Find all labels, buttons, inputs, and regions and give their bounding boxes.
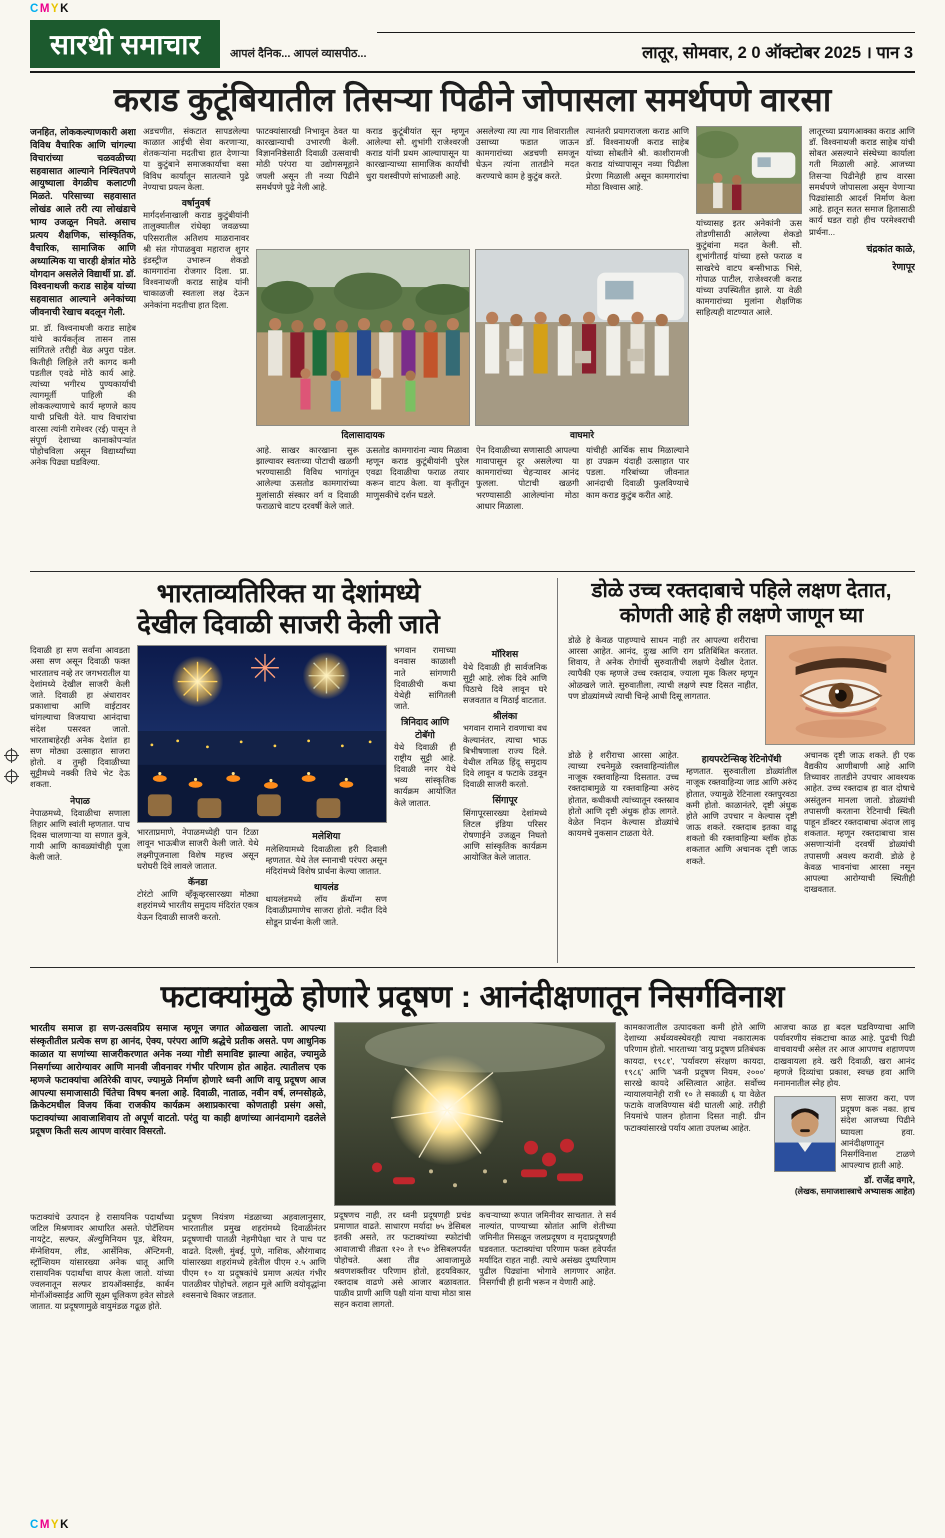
lead-bottom-col-2: ऊसतोड कामगारांना न्याय मिळावा म्हणून कराड कुटूंबीयांनी पुरेल एवढा दिवाळीचा फराळ तयार करून वाटप केला. या कृतीतून माणुसकीचे दर्शन घडले. bbox=[366, 444, 469, 500]
lead-story bbox=[30, 73, 915, 564]
group-photo-felicitation bbox=[256, 249, 470, 426]
pollution-col-C1: प्रदूषणच नाही, तर ध्वनी प्रदूषणही प्रचंड प्रमाणात वाढते. साधारण मर्यादा ७५ डेसिबल इतकी असते, तर फटाक्यांच्या स्फोटांची आवाजाची तीव्रता १२० ते १५० डेसिबलपर्यंत पोहोचते. अशा तीव्र आवाजामुळे श्रवणशक्तीवर परिणाम होतो, हृदयविकार, रक्तदाब वाढणे असे आजार बळावतात. पाळीव प्राणी आणि पक्षी यांना याचा मोठा त्रास सहन करावा लागतो. bbox=[334, 1210, 471, 1310]
bp-headline-line2: कोणती आहे ही लक्षणे जाणून घ्या bbox=[619, 603, 864, 627]
registration-mark-icon bbox=[4, 769, 19, 784]
group-photo-distribution bbox=[475, 249, 689, 426]
lead-paragraph: यांच्यासह इतर अनेकांनी ऊस तोडणीसाठी आलेल्या शेकडो कुटुंबांना मदत केली. सौ. शुभांगीताई यांच्या हस्ते फराळ व साखरेचे वाटप बन्सीभाऊ भिसे, गोपाळ पाटील, राजेश्वरजी कराड यांच्या उपस्थितीत झाले. या वेळी कामगारांच्या मुलांना शैक्षणिक साहित्यही वाटण्यात आले. bbox=[696, 217, 802, 318]
country-subhead-trinidad: त्रिनिदाद आणि टोबॅगो bbox=[400, 717, 450, 740]
cmyk-letter-y: Y bbox=[50, 1519, 61, 1531]
masthead bbox=[30, 20, 915, 73]
middle-section bbox=[30, 571, 915, 963]
diwali-column-1: दिवाळी हा सण सर्वांना आवडता असा सण असून दिवाळी फक्त भारतातच नव्हे तर जगभरातील या देशांमध्ये देखील साजरी केली जाते. दिवाळी हा अंधारावर प्रकाशाचा आणि वाईटावर चांगल्याचा विजयाचा आनंदाचा संदेश पसरवत जातो. भारताबाहेरही अनेक देशांत हा सण मोठ्या उत्साहात साजरा होतो. व तुम्ही दिवाळीच्या सुट्टीमध्ये नक्की तिथे भेट देऊ शकता. नेपाळ नेपाळमध्ये, दिवाळीचा सणाला तिहार आणि स्वांती म्हणतात. पाच दिवस चालणाऱ्या या सणात कुत्रे, गायी आणि कावळ्यांचीही पूजा केली जाते. bbox=[30, 645, 130, 863]
lead-bottom-col-1: आहे. साखर कारखाना सुरू झाल्यावर स्वतःच्या पोटाची खळगी भरण्यासाठी विविध भागांतून आलेल्या ऊसतोड कामगारांच्या मुलांसाठी संस्कार वर्ग व दिवाळी फराळाचे वाटप दरवर्षी केले जाते. bbox=[256, 444, 359, 511]
lead-top-col-1: फाटक्यांसारखी निभावून ठेवत या कारखान्याची उभारणी केली. विज्ञाननिष्ठेसाठी दिवाळी उत्सवाची मोठी परंपरा या उद्योगसमूहाने जपली असून ती नव्या पिढीने समर्थपणे पुढे नेली आहे. bbox=[256, 125, 359, 192]
bp-headline-line1: डोळे उच्च रक्तदाबाचे पहिले लक्षण देतात, bbox=[591, 578, 892, 602]
lead-photo-left-block bbox=[256, 249, 470, 441]
author-note: (लेखक, समाजशास्त्राचे अभ्यासक आहेत) bbox=[794, 1187, 915, 1197]
country-subhead-thailand: थायलंड bbox=[313, 882, 339, 893]
dateline: लातूर, सोमवार, 2 0 ऑक्टोबर 2025 । पान 3 bbox=[377, 32, 915, 68]
pollution-col-C2: कचऱ्याच्या रूपात जमिनीवर साचतात. ते सर्व नाल्यांत, पाण्याच्या स्रोतांत आणि शेतीच्या जमिनीत मिसळून जलप्रदूषण व मृदाप्रदूषणही घडवतात. फटाक्यांचा परिणाम फक्त हवेपर्यंत मर्यादित राहत नाही. त्याचे असंख्य दुष्परिणाम पुढील पिढ्यांना भोगावे लागणार आहेत. निसर्गाची ही हानी भरून न येणारी आहे. bbox=[479, 1210, 616, 1288]
diwali-under-col-2: मलेशिया मलेशियामध्ये दिवाळीला हरी दिवाली म्हणतात. येथे तेल स्नानाची परंपरा असून मंदिरांमध्ये विशेष प्रार्थना केल्या जातात. थायलंड थायलंडमध्ये लॉय क्रॅथॉन्ग सण दिवाळीप्रमाणेच साजरा होतो. नदीत दिवे सोडून प्रार्थना केली जाते. bbox=[265, 831, 387, 927]
bp-column-3: हायपरटेन्सिव्ह रेटिनोपॅथी म्हणतात. सुरुवातीला डोळ्यांतील नाजूक रक्तवाहिन्या जाड आणि अरुंद होतात, ज्यामुळे रेटिनाला रक्तपुरवठा कमी होतो. काळानंतरे, दृष्टी अंधुक होते आणि उपचार न केल्यास दृष्टी जाऊ शकते. रक्तदाब इतका वाढू शकतो की रक्तवाहिन्या ब्लॉक होऊ शकतात आणि अचानक दृष्टी जाऊ शकते. bbox=[686, 753, 797, 866]
eye-closeup-photo bbox=[765, 635, 915, 745]
author-portrait bbox=[774, 1096, 836, 1172]
country-subhead-mauritius: मॉरिशस bbox=[491, 649, 519, 660]
cmyk-letter-y: Y bbox=[50, 3, 61, 15]
cmyk-letter-m: M bbox=[39, 1519, 51, 1531]
lead-top-col-2: कराड कुटूंबीयांत सून म्हणून आलेल्या सौ. शुभांगी राजेश्वरजी कराड यांनी प्रथम आल्यापासून या कारखान्याच्या सामाजिक कार्यांची धुरा यशस्वीपणे सांभाळली आहे. bbox=[366, 125, 469, 181]
country-subhead-malaysia: मलेशिया bbox=[312, 831, 341, 842]
cmyk-letter-k: K bbox=[60, 3, 70, 15]
lead-paragraph: लातूरच्या प्रयागआक्का कराड आणि डॉ. विश्वनाथजी कराड साहेब यांची सोबत असल्याने संस्थेच्या कार्याला गती मिळाली आहे. आजच्या तिसऱ्या पिढीनेही हाच वारसा समर्थपणे जोपासला असून येणाऱ्या पिढ्यांसाठी आदर्श निर्माण केला आहे. हातून सतत समाज हितासाठी कार्य घडत राहो हीच परमेश्वराची प्रार्थना... bbox=[809, 125, 915, 237]
diwali-celebration-photo bbox=[137, 645, 387, 823]
pollution-headline: फटाक्यांमुळे होणारे प्रदूषण : आनंदीक्षणातून निसर्गविनाश bbox=[160, 978, 785, 1014]
lead-column-1 bbox=[30, 126, 136, 564]
pollution-intro: भारतीय समाज हा सण-उत्सवप्रिय समाज म्हणून जगात ओळखला जातो. आपल्या संस्कृतीतील प्रत्येक सण हा आनंद, ऐक्य, परंपरा आणि श्रद्धेचे प्रतीक असते. पण आधुनिक काळात या सणांच्या साजरीकरणात अनेक नव्या गोष्टी समाविष्ट झाल्या आहेत, ज्यामुळे निसर्गाच्या आरोग्यावर आणि मानवी जीवनावर गंभीर परिणाम होत आहेत. त्यातीलच एक म्हणजे फटाक्यांचा अतिरेकी वापर, ज्यामुळे निर्माण होणारे ध्वनी आणि वायू प्रदूषण आज आपल्या समाजासाठी चिंतेचा विषय बनला आहे. दिवाळी, नाताळ, नवीन वर्ष, लग्नसोहळे, क्रिकेटमधील विजय किंवा राजकीय कार्यक्रम अशाप्रकारचा कोणताही प्रसंग असो, फटाक्यांच्या आवाजाशिवाय तो अपूर्ण वाटतो. परंतु या काही क्षणांच्या आनंदामागे दडलेले प्रदूषण किती सत्य आपण वारंवार विसरतो. bbox=[30, 1023, 326, 1137]
lead-bottom-col-3: ऐन दिवाळीच्या सणासाठी आपल्या गावापासून दूर असलेल्या या कामगारांच्या चेहऱ्यावर आनंद फुलला. पोटाची खळगी भरण्यासाठी आलेल्यांना मोठा आधार मिळाला. bbox=[476, 444, 579, 511]
cmyk-letter-m: M bbox=[39, 3, 51, 15]
country-subhead-canada: कॅनडा bbox=[188, 876, 208, 887]
registration-marks bbox=[4, 748, 22, 790]
firecracker-burst-photo bbox=[334, 1022, 616, 1206]
pollution-col-L1: फटाक्यांचे उत्पादन हे रासायनिक पदार्थांच्या जटिल मिश्रणावर आधारित असते. पोटॅशियम नायट्रेट, सल्फर, ॲल्युमिनियम पूड, बेरियम, मॅग्नेशियम, लीड, आर्सेनिक, ॲन्टिमनी, स्ट्रॉन्शियम यांसारख्या अनेक धातू आणि रासायनिक पदार्थांचा वापर केला जातो. यांच्या ज्वलनातून सल्फर डायऑक्साईड, कार्बन मोनॉऑक्साईड आणि सूक्ष्म धूलिकण हवेत सोडले जातात. या प्रदूषणामुळे वायुमंडळ गढूळ होते. bbox=[30, 1212, 174, 1312]
diwali-under-col-1: भारताप्रमाणे, नेपाळमध्येही पान टिळा लावून भाऊबीज साजरी केली जाते. येथे लक्ष्मीपूजनाला विशेष महत्त्व असून घरोघरी दिवे लावले जातात. कॅनडा टोरंटो आणि व्हँकूव्हरसारख्या मोठ्या शहरांमध्ये भारतीय समुदाय मंदिरांत एकत्र येऊन दिवाळी साजरी करतो. bbox=[137, 827, 259, 922]
field-photo bbox=[696, 126, 802, 214]
pollution-col-R1: कामकाजातील उत्पादकता कमी होते आणि देशाच्या अर्थव्यवस्थेवरही त्याचा नकारात्मक परिणाम होतो. भारताच्या 'वायु प्रदूषण प्रतिबंधक कायदा, १९८१', 'पर्यावरण संरक्षण कायदा, १९८६' आणि 'ध्वनी प्रदूषण नियम, २०००' सारखे कायदे अस्तित्वात आहेत. सर्वोच्च न्यायालयानेही रात्री १० ते सकाळी ६ या वेळेत फटाके वाजविण्यास बंदी घातली आहे. तरीही नियमांचे पालन होताना दिसत नाही. ग्रीन फटाक्यांसारखे पर्याय आता उपलब्ध आहेत. bbox=[624, 1022, 766, 1133]
country-subhead-singapore: सिंगापूर bbox=[492, 795, 518, 806]
lead-subhead: वर्षानुवर्ष bbox=[181, 197, 211, 208]
country-subhead-nepal: नेपाळ bbox=[70, 795, 90, 806]
lead-paragraph: मार्गदर्शनाखाली कराड कुटुंबीयांनी तालुक्यातील रांधेव्हा जवळच्या परिसरातील अतिशय माळरानावर श्री संत गोपाळबुवा महाराज शुगर इंडस्ट्रीज उभारून शेकडो कामगारांना रोजगार दिला. प्रा. विश्वनाथजी कराड साहेब यांनी चाकाळजी स्वतःला लक्ष देऊन अनेकांना मदतीचा हात दिला. bbox=[143, 210, 249, 310]
pollution-col-L2: प्रदूषण नियंत्रण मंडळाच्या अहवालानुसार, भारतातील प्रमुख शहरांमध्ये दिवाळीनंतर प्रदूषणाची पातळी नेहमीपेक्षा चार ते पाच पट वाढते. दिल्ली, मुंबई, पुणे, नाशिक, औरंगाबाद यांसारख्या शहरांमध्ये हवेतील पीएम २.५ आणि पीएम १० या प्रदूषकांचे प्रमाण अत्यंत गंभीर पातळीवर पोहोचते. लहान मुले आणि वयोवृद्धांना श्वसनाचे विकार जडतात. bbox=[182, 1212, 326, 1301]
registration-mark-icon bbox=[4, 748, 19, 763]
bp-column-1: डोळे हे केवळ पाहण्याचे साधन नाही तर आपल्या शरीराचा आरसा आहेत. आनंद, दुःख आणि राग प्रतिबिंबित करतात. शिवाय, ते अनेक रोगांची सुरुवातीची लक्षणे देखील देतात. त्यापैकी एक म्हणजे उच्च रक्तदाब, ज्याला मूक किलर म्हणून ओळखले जाते. सुरुवातीला, त्याची लक्षणे स्पष्ट दिसत नाहीत, पण डोळ्यांमध्ये त्याची चिन्हे आधी दिसू लागतात. bbox=[568, 634, 758, 701]
lead-top-col-4: त्यानंतरी प्रयागराजला कराड आणि डॉ. विश्वनाथजी कराड साहेब यांच्या सोबतीने श्री. काशीरामजी कराड यांच्यापासून नव्या पिढीला प्रेरणा मिळाली असून कामगारांचा मोठा विश्वास आहे. bbox=[586, 125, 689, 192]
lead-paragraph: अडचणीत, संकटात सापडलेल्या काळात आईची सेवा करणाऱ्या, शेतकऱ्यांना मदतीचा हात देणाऱ्या या कुटुंबाने समाजकार्याचा वसा विविध कार्यांतून सातत्याने पुढे नेण्याचा प्रयत्न केला. bbox=[143, 125, 249, 192]
diwali-headline-line2: देखील दिवाळी साजरी केली जाते bbox=[137, 608, 440, 639]
bp-column-4: अचानक दृष्टी जाऊ शकते. ही एक वैद्यकीय आणीबाणी आहे आणि तिच्यावर तातडीने उपचार आवश्यक आहेत. उच्च रक्तदाब हा वात दोषाचे असंतुलन मानला जातो. डोळ्यांची तपासणी करताना रेटिनाची स्थिती पाहून डॉक्टर रक्तदाबाचा अंदाज लावू शकतात. म्हणून रक्तदाबाचा त्रास असणाऱ्यांनी दरवर्षी डोळ्यांची तपासणी अवश्य करावी. डोळे हे केवळ भावनांचा आरसा नसून आपल्या आरोग्याची स्थितीही दाखवतात. bbox=[804, 749, 915, 895]
photo-caption: दिलासादायक bbox=[341, 429, 385, 440]
diwali-column-3: भगवान रामाच्या वनवास काळाशी नाते सांगणारी दिवाळीची कथा येथेही सांगितली जाते. त्रिनिदाद आणि टोबॅगो येथे दिवाळी ही राष्ट्रीय सुट्टी आहे. दिवाळी नगर येथे भव्य सांस्कृतिक कार्यक्रम आयोजित केले जातात. bbox=[394, 645, 456, 808]
cmyk-mark-bottom bbox=[30, 1519, 70, 1534]
lead-intro: जनहित, लोककल्याणकारी अशा विविध वैचारिक आणि चांगल्या विचारांच्या चळवळीच्या सहवासात आल्याने निश्चितपणे आयुष्याला वेगळीच कलाटणी मिळते. परिसाच्या सहवासात लोखंड आले तरी त्या लोखंडाचे भाग्य उजळून निघते. असाच प्रत्यय शैक्षणिक, सांस्कृतिक, वैचारिक, सामाजिक आणि अध्यात्मिक या चारही क्षेत्रांत मोठे योगदान असलेले विद्यार्थी प्रा. डॉ. विश्वनाथजी कराड साहेब यांच्या सहवासात आल्याने अनेकांच्या जीवनाची रेखाच बदलून गेली. bbox=[30, 126, 136, 318]
blood-pressure-eyes-story bbox=[557, 578, 915, 963]
photo-caption: वाघमारे bbox=[569, 429, 595, 440]
lead-paragraph: प्रा. डॉ. विश्वनाथजी कराड साहेब यांचे कार्यकर्तृत्व तासन तास सांगितले तरीही वेळ अपुरा पडेल. कितीही लिहिले तरी कागद कमी पडतील एवढे मोठे कार्य आहे. त्यांच्या भगीरथ पुण्यकार्याची त्यागमूर्ती पाहिली की लोककल्याणाचे कार्य म्हणजे काय याची प्रचिती येते. याच विचारांचा वारसा त्यांनी रामेश्वर (रई) पासून ते संपूर्ण देशाच्या कानाकोपऱ्यांत पोहोचविला असून विद्यार्थ्यांच्या अनेक पिढ्या घडविल्या. bbox=[30, 323, 136, 468]
newspaper-tagline: आपलं दैनिक... आपलं व्यासपीठ... bbox=[229, 48, 367, 60]
cmyk-letter-c: C bbox=[30, 1519, 40, 1531]
author-name: डॉ. राजेंद्र वगारे, bbox=[864, 1175, 915, 1186]
byline-name: चंद्रकांत काळे, bbox=[866, 243, 915, 255]
lead-top-col-3: असलेल्या त्या त्या गाव शिवारातील उसाच्या फडात जाऊन कामगारांच्या अडचणी समजून घेऊन त्यांना तातडीने मदत करण्याचे काम हे कुटुंब करते. bbox=[476, 125, 579, 181]
lead-column-2 bbox=[143, 126, 249, 564]
byline-place: रेणापूर bbox=[892, 262, 915, 274]
newspaper-title: सारथी समाचार bbox=[30, 20, 220, 68]
pollution-col-R2: आजचा काळ हा बदल घडविण्याचा आणि पर्यावरणीय संकटाचा काळ आहे. पुढची पिढी वाचवायची असेल तर आज आपणच शहाणपण दाखवायला हवे. खरी दिवाळी, खरा आनंद म्हणजे दिव्यांचा प्रकाश, स्वच्छ हवा आणि मनामनातील स्नेह होय. सण साजरा करा, पण प्रदूषण करू नका. हाच संदेश आजच्या पिढीने घ्यायला हवा. आनंदीक्षणातून निसर्गविनाश टाळणे आपल्याच हाती आहे. डॉ. राजेंद्र वगारे, (लेखक, समाजशास्त्राचे अभ्यासक आहेत) bbox=[773, 1022, 915, 1197]
diwali-headline-line1: भारताव्यतिरिक्त या देशांमध्ये bbox=[156, 577, 421, 608]
diwali-abroad-story bbox=[30, 578, 557, 963]
lead-column-8 bbox=[809, 126, 915, 564]
lead-bottom-col-4: यांचीही आर्थिक साथ मिळाल्याने हा उपक्रम यंदाही उत्साहात पार पडला. गरिबांच्या जीवनात आनंदाची दिवाळी फुलविण्याचे काम कराड कुटुंब करीत आहे. bbox=[586, 444, 689, 500]
firecracker-pollution-story bbox=[30, 967, 915, 1490]
cmyk-letter-c: C bbox=[30, 3, 40, 15]
cmyk-mark-top bbox=[30, 3, 915, 18]
cmyk-letter-k: K bbox=[60, 1519, 70, 1531]
lead-column-7 bbox=[696, 126, 802, 564]
lead-photo-right-block bbox=[475, 249, 689, 441]
country-subhead-srilanka: श्रीलंका bbox=[492, 711, 518, 722]
lead-headline: कराड कुटूंबियातील तिसऱ्या पिढीने जोपासला समर्थपणे वारसा bbox=[113, 81, 832, 118]
bp-column-2: डोळे हे शरीराचा आरसा आहेत. त्याच्या रचनेमुळे रक्तवाहिन्यांतील नाजूक रक्तवाहिन्या दिसतात. उच्च रक्तदाबामुळे या रक्तवाहिन्या अरुंद होतात, कधीकधी त्यांच्यातून रक्तस्राव होतो आणि दृष्टी अंधुक होऊ लागते. वेळेत निदान केल्यास डोळ्यांचे कायमचे नुकसान टाळता येते. bbox=[568, 749, 679, 839]
retinopathy-subhead: हायपरटेन्सिव्ह रेटिनोपॅथी bbox=[701, 753, 782, 764]
diwali-column-4: मॉरिशस येथे दिवाळी ही सार्वजनिक सुट्टी आहे. लोक दिवे आणि पिठाचे दिवे लावून घरे सजवतात व मिठाई वाटतात. श्रीलंका भगवान रामाने रावणाचा वध केल्यानंतर, त्याचा भाऊ बिभीषणाला राज्य दिले. येथील तमिळ हिंदू समुदाय दिवे लावून व फटाके उडवून दिवाळी साजरी करतो. सिंगापूर सिंगापूरसारख्या देशांमध्ये लिटल इंडिया परिसर रोषणाईने उजळून निघतो आणि सांस्कृतिक कार्यक्रम आयोजित केले जातात. bbox=[463, 649, 547, 863]
